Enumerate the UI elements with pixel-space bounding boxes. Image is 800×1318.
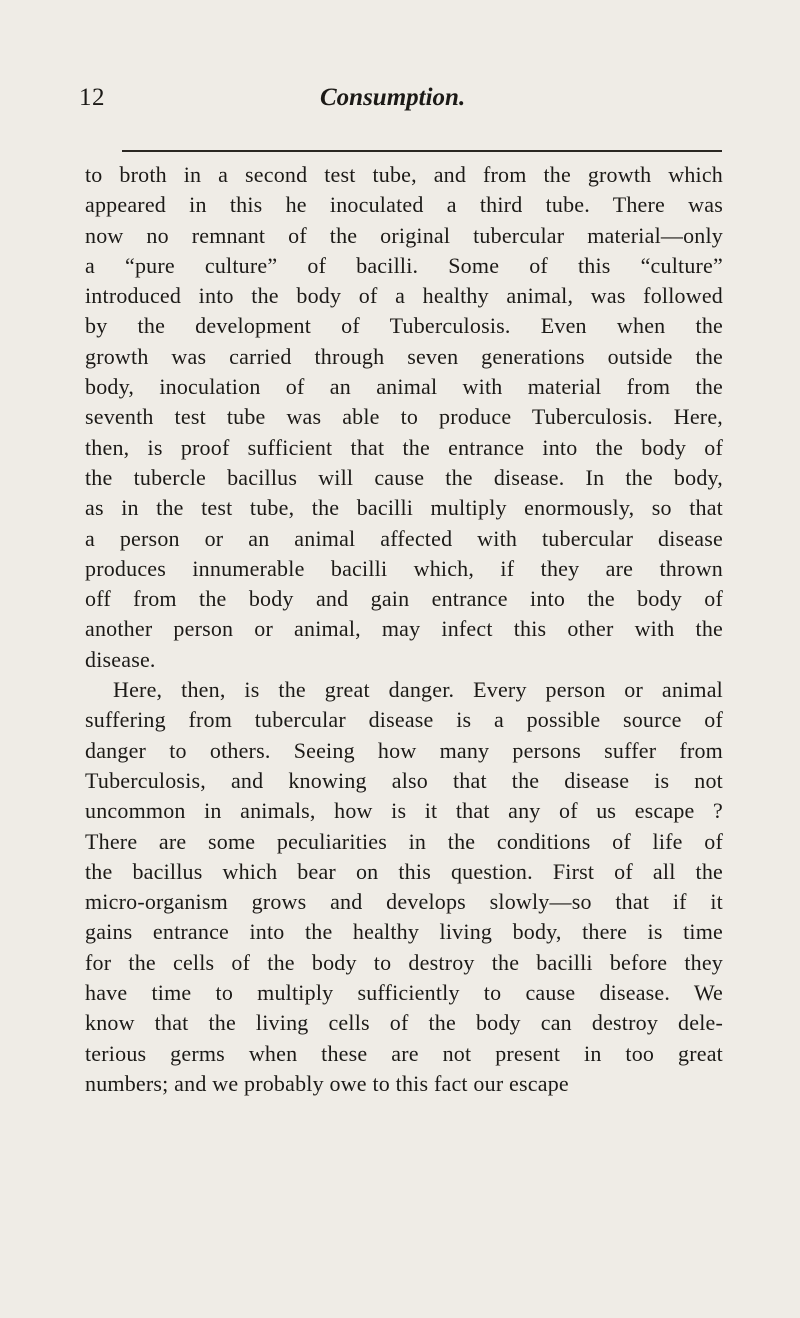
text-line: appeared in this he inoculated a third tube. There was [85,192,723,218]
header-rule [122,150,722,152]
text-line: uncommon in animals, how is it that any of us escape ? [85,798,723,824]
page-header [0,84,800,124]
text-line: now no remnant of the original tubercular material—only [85,222,723,248]
text-line: to broth in a second test tube, and from the growth which [85,162,723,187]
page-number: 12 [79,84,105,111]
text-line: a “pure culture” of bacilli. Some of this “culture” [85,252,723,278]
text-line: introduced into the body of a healthy animal, was followed [85,283,723,309]
text-line: danger to others. Seeing how many persons suffer from [85,737,723,763]
text-line: by the development of Tuberculosis. Even when the [85,313,723,339]
body-text [85,160,723,1099]
text-line: produces innumerable bacilli which, if they are thrown [85,555,723,581]
text-line: Tuberculosis, and knowing also that the disease is not [85,767,723,793]
text-line: know that the living cells of the body can destroy dele- [85,1010,723,1036]
text-line: the bacillus which bear on this question. First of all the [85,858,723,884]
text-line: as in the test tube, the bacilli multiply enormously, so that [85,495,723,521]
text-line: for the cells of the body to destroy the bacilli before they [85,949,723,975]
text-line: disease. [85,646,156,672]
text-line: then, is proof sufficient that the entrance into the body of [85,434,723,460]
text-line: suffering from tubercular disease is a possible source of [85,707,723,733]
text-line: growth was carried through seven generations outside the [85,343,723,369]
text-line: off from the body and gain entrance into the body of [85,586,723,612]
text-line: body, inoculation of an animal with material from the [85,374,723,400]
text-line: Here, then, is the great danger. Every person or animal [113,677,723,703]
text-line: numbers; and we probably owe to this fact our escape [85,1070,569,1096]
text-line: There are some peculiarities in the conditions of life of [85,828,723,854]
running-title: Consumption. [320,84,466,111]
text-line: terious germs when these are not present in too great [85,1040,723,1066]
text-line: the tubercle bacillus will cause the disease. In the body, [85,464,723,490]
text-line: have time to multiply sufficiently to cause disease. We [85,980,723,1006]
text-line: seventh test tube was able to produce Tuberculosis. Here, [85,404,723,430]
text-line: a person or an animal affected with tubercular disease [85,525,723,551]
text-line: another person or animal, may infect this other with the [85,616,723,642]
text-line: gains entrance into the healthy living body, there is time [85,919,723,945]
text-line: micro-organism grows and develops slowly—so that if it [85,889,723,915]
